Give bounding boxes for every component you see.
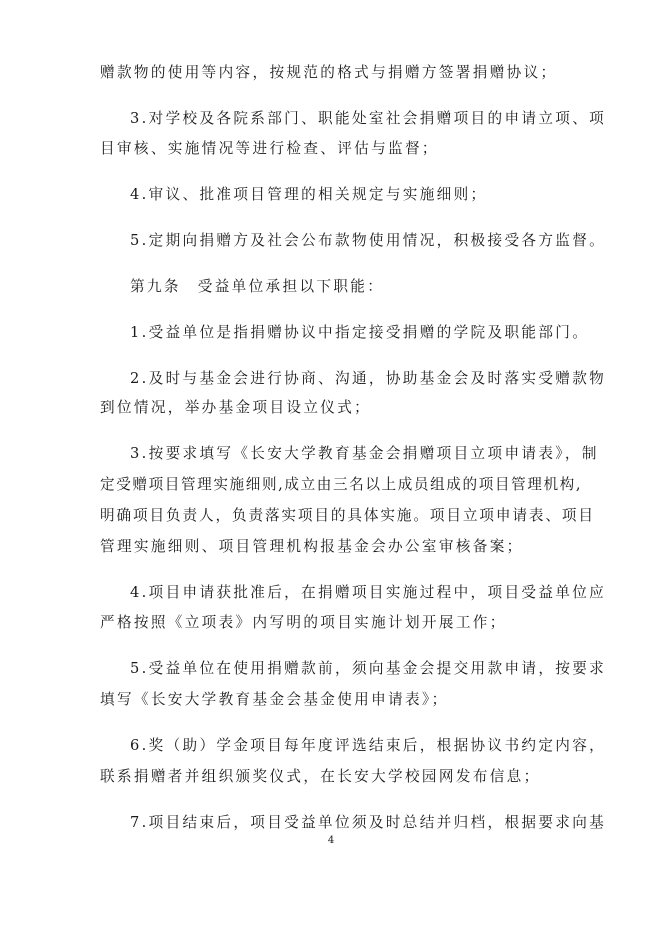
- text-line: 6.奖（助）学金项目每年度评选结束后，根据协议书约定内容，: [130, 737, 607, 754]
- text-line: 到位情况，举办基金项目设立仪式；: [100, 399, 372, 416]
- text-line: 3.对学校及各院系部门、职能处室社会捐赠项目的申请立项、项: [130, 110, 607, 127]
- text-line: 3.按要求填写《长安大学教育基金会捐赠项目立项申请表》，制: [130, 445, 599, 462]
- text-line: 目审核、实施情况等进行检查、评估与监督；: [100, 140, 439, 157]
- text-line: 2.及时与基金会进行协商、沟通，协助基金会及时落实受赠款物: [130, 370, 607, 387]
- text-line: 7.项目结束后，项目受益单位须及时总结并归档，根据要求向基: [130, 814, 607, 831]
- text-line: 1.受益单位是指捐赠协议中指定接受捐赠的学院及职能部门。: [130, 324, 590, 341]
- text-line: 严格按照《立项表》内写明的项目实施计划开展工作；: [100, 614, 507, 631]
- text-line: 4.项目申请获批准后，在捐赠项目实施过程中，项目受益单位应: [130, 584, 607, 601]
- text-line: 定受赠项目管理实施细则,成立由三名以上成员组成的项目管理机构,: [100, 476, 583, 493]
- text-line: 5.定期向捐赠方及社会公布款物使用情况，积极接受各方监督。: [130, 232, 607, 249]
- text-line: 管理实施细则、项目管理机构报基金会办公室审核备案；: [100, 538, 524, 555]
- text-line: 填写《长安大学教育基金会基金使用申请表》；: [100, 691, 449, 708]
- text-line: 5.受益单位在使用捐赠款前，须向基金会提交用款申请，按要求: [130, 660, 607, 677]
- text-line: 赠款物的使用等内容，按规范的格式与捐赠方签署捐赠协议；: [100, 64, 558, 81]
- text-line: 明确项目负责人，负责落实项目的具体实施。项目立项申请表、项目: [100, 507, 595, 524]
- text-line: 联系捐赠者并组织颁奖仪式，在长安大学校园网发布信息；: [100, 768, 541, 785]
- section-heading: 第九条 受益单位承担以下职能：: [130, 278, 385, 295]
- page-number: 4: [327, 835, 335, 846]
- text-line: 4.审议、批准项目管理的相关规定与实施细则；: [130, 186, 488, 203]
